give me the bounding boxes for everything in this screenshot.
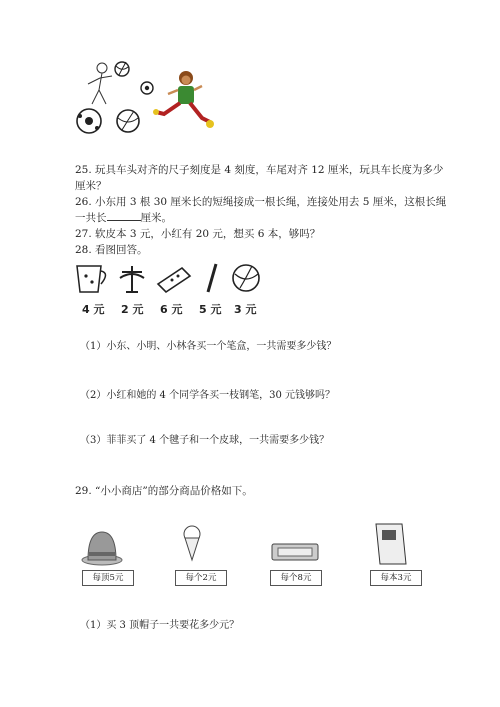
question-26-line1: 26. 小东用 3 根 30 厘米长的短绳接成一根长绳，连接处用去 5 厘米，这根长绳 <box>75 196 447 208</box>
hat-icon <box>82 532 122 565</box>
question-25-line1: 25. 玩具车头对齐的尺子刻度是 4 刻度，车尾对齐 12 厘米，玩具车长度为多少 <box>75 164 444 176</box>
price-pen: 5 元 <box>199 303 222 316</box>
notebook-icon <box>376 524 406 564</box>
answer-blank[interactable] <box>107 210 141 221</box>
soccer-ball-small-icon <box>141 82 153 94</box>
child-sketch-icon <box>88 63 112 104</box>
question-25-line2: 厘米？ <box>75 180 107 192</box>
price-cup: 4 元 <box>82 303 105 316</box>
q28-sub-2: （2）小红和她的 4 个同学各买一枝钢笔，30 元钱够吗？ <box>80 390 335 401</box>
price-toy-plane: 2 元 <box>121 303 144 316</box>
sports-illustration <box>72 58 222 136</box>
price-label-pencil-case: 每个8元 <box>270 570 322 586</box>
soccer-ball-icon <box>77 109 101 133</box>
pen-icon <box>208 264 216 292</box>
ice-cream-icon <box>184 526 200 560</box>
price-label-notebook: 每本3元 <box>370 570 422 586</box>
q28-sub-3: （3）菲菲买了 4 个毽子和一个皮球，一共需要多少钱？ <box>80 435 330 446</box>
volleyball-large-icon <box>117 110 139 132</box>
pencil-box-icon <box>158 268 190 292</box>
question-29: 29. “小小商店”的部分商品价格如下。 <box>75 485 253 497</box>
price-label-hat: 每顶5元 <box>82 570 134 586</box>
price-ball: 3 元 <box>234 303 257 316</box>
price-label-ice-cream: 每个2元 <box>175 570 227 586</box>
q29-sub-1: （1）买 3 顶帽子一共要花多少元？ <box>80 620 240 631</box>
question-26-suffix: 厘米。 <box>140 212 172 224</box>
ball-icon <box>233 265 259 291</box>
girl-kicking-icon <box>153 71 214 128</box>
q28-sub-1: （1）小东、小明、小林各买一个笔盒，一共需要多少钱？ <box>80 341 337 352</box>
cup-icon <box>77 266 106 292</box>
question-26-prefix: 一共长 <box>75 212 107 224</box>
q28-items-illustration <box>74 260 274 300</box>
question-28: 28. 看图回答。 <box>75 244 148 256</box>
toy-plane-icon <box>120 266 144 292</box>
q29-items-illustration <box>80 520 420 570</box>
question-27: 27. 软皮本 3 元，小红有 20 元，想买 6 本，够吗？ <box>75 228 321 240</box>
pencil-case-icon <box>272 544 318 560</box>
question-26-line2 <box>75 210 172 226</box>
volleyball-icon <box>115 62 129 76</box>
price-pencil-box: 6 元 <box>160 303 183 316</box>
